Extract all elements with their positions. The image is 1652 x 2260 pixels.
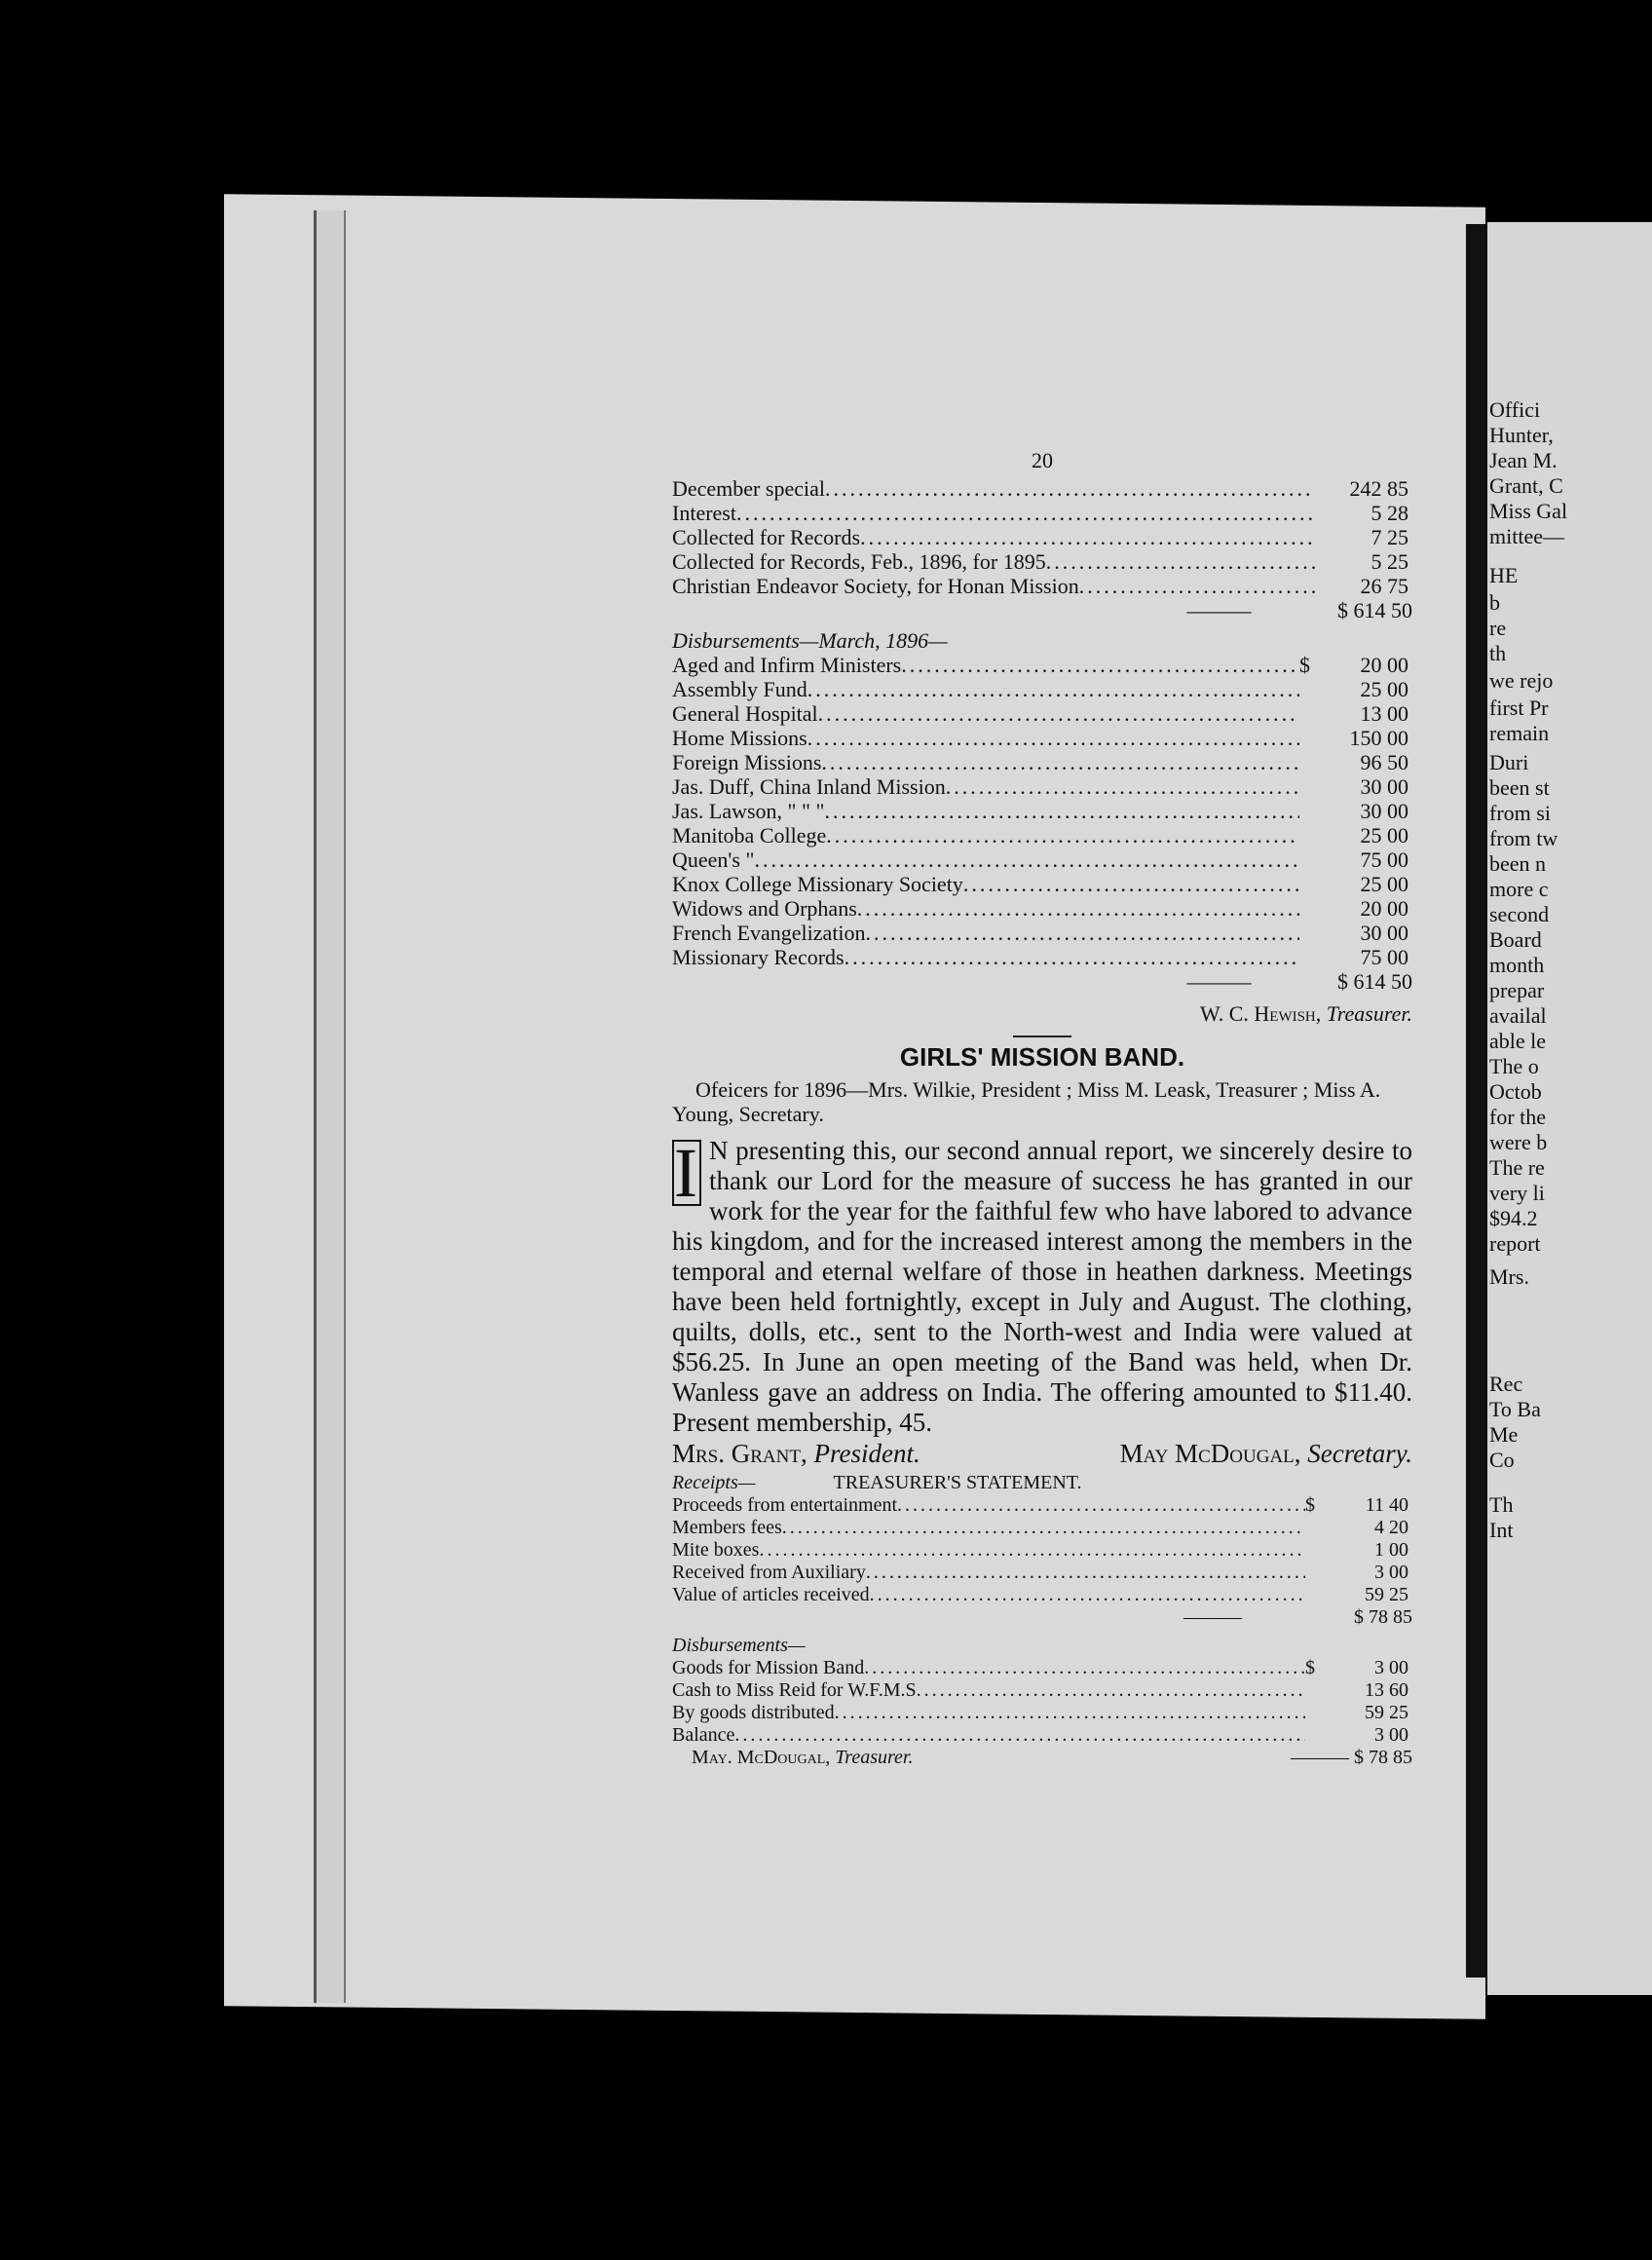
leader-dots — [963, 872, 1299, 896]
ledger-row — [672, 574, 1412, 598]
facing-page-line: Rec — [1489, 1372, 1523, 1396]
band-treasurer-name: May. McDougal, — [692, 1747, 831, 1768]
report-text: N presenting this, our second annual report, we sincerely desire to thank our Lord for the measure of success he has granted in our work for the year for the faithful few who have labored to advance his kingdom, and for the increased interest among the members in the temporal and eternal welfare of those in heathen darkness. Meetings have been held fortnightly, except in July and August. The clothing, quilts, dolls, etc., sent to the North-west and India were valued at $56.25. In June an open meeting of the Band was held, when Dr. Wanless gave an address on India. The offering amounted to $11.40. Present membership, 45. — [672, 1136, 1412, 1437]
ledger-amount: 3 00 — [1374, 1562, 1408, 1583]
band-treasurer-signature — [672, 1747, 914, 1769]
ledger-label: Cash to Miss Reid for W.F.M.S — [672, 1679, 917, 1701]
facing-page-line: report — [1489, 1231, 1541, 1256]
leader-dots — [807, 677, 1299, 701]
ledger-row — [672, 1702, 1412, 1724]
ledger-row — [672, 896, 1412, 921]
ledger-row — [672, 677, 1412, 701]
president-name: Mrs. Grant, — [672, 1439, 807, 1468]
leader-dots — [835, 1702, 1305, 1724]
facing-page-line: Duri — [1489, 750, 1529, 774]
income-list — [672, 476, 1412, 598]
ledger-row — [672, 921, 1412, 945]
facing-page-line: To Ba — [1489, 1397, 1541, 1421]
ledger-label: Members fees — [672, 1517, 782, 1538]
page-edge-stack — [314, 210, 346, 2003]
ledger-amount: 242 85 — [1349, 476, 1408, 501]
ledger-label: December special — [672, 476, 825, 501]
income-total-row: ——— $ 614 50 — [1186, 598, 1412, 622]
facing-page-line: The re — [1489, 1155, 1545, 1180]
ledger-amount: 1 00 — [1374, 1539, 1408, 1561]
ledger-amount: 25 00 — [1360, 677, 1408, 701]
facing-page-line: from si — [1489, 801, 1551, 825]
leader-dots — [1079, 574, 1315, 598]
ledger-label: Collected for Records, Feb., 1896, for 1895 — [672, 549, 1046, 574]
facing-page-line: $94.2 — [1489, 1206, 1538, 1230]
facing-page-line: Grant, C — [1489, 473, 1563, 498]
facing-page-line: were b — [1489, 1130, 1548, 1154]
ledger-label: By goods distributed — [672, 1702, 835, 1723]
receipts-total-row: ——— $ 78 85 — [1183, 1606, 1412, 1628]
dollar-sign: $ — [1305, 1494, 1315, 1516]
disbursements-heading: Disbursements—March, 1896— — [672, 628, 948, 653]
officers-text: Ofeicers for 1896—Mrs. Wilkie, President ; Miss M. Leask, Treasurer ; Miss A. Young, Secretary. — [672, 1077, 1381, 1126]
ledger-label: Christian Endeavor Society, for Honan Mission — [672, 574, 1079, 598]
ledger-amount: 150 00 — [1349, 726, 1408, 750]
ledger-amount: 59 25 — [1365, 1584, 1408, 1605]
facing-page-line: The o — [1489, 1054, 1539, 1078]
receipts-total: $ 78 85 — [1354, 1606, 1412, 1628]
ledger-amount: 25 00 — [1360, 872, 1408, 896]
ledger-row — [672, 799, 1412, 823]
ledger-row — [672, 525, 1412, 549]
facing-page-line: more c — [1489, 877, 1549, 901]
ledger-amount: 3 00 — [1374, 1724, 1408, 1746]
leader-dots — [845, 945, 1299, 969]
ledger-row — [672, 501, 1412, 525]
facing-page-line: b — [1489, 590, 1500, 615]
ledger-amount: 75 00 — [1360, 945, 1408, 969]
ledger-row — [672, 701, 1412, 726]
ledger-amount: 75 00 — [1360, 848, 1408, 872]
facing-page-line: second — [1489, 902, 1550, 926]
ledger-label: French Evangelization — [672, 921, 866, 945]
ledger-amount: 3 00 — [1374, 1657, 1408, 1678]
disbursement-total-row: ——— $ 614 50 — [1186, 969, 1412, 994]
ledger-row — [672, 823, 1412, 848]
secretary-title: Secretary. — [1307, 1439, 1412, 1468]
leader-dots — [826, 823, 1299, 848]
leader-dots — [864, 1657, 1305, 1679]
ledger-amount: 13 00 — [1360, 701, 1408, 726]
ledger-row — [672, 726, 1412, 750]
dollar-sign: $ — [1305, 1657, 1315, 1678]
leader-dots — [870, 1584, 1305, 1606]
secretary-signature — [1119, 1439, 1412, 1468]
leader-dots — [1046, 549, 1315, 574]
ledger-row — [672, 1584, 1412, 1606]
facing-page-line: Int — [1489, 1518, 1514, 1542]
ledger-label: Collected for Records — [672, 525, 861, 549]
leader-dots — [782, 1517, 1305, 1539]
receipts-heading: Receipts— — [672, 1472, 756, 1493]
leader-dots — [946, 774, 1299, 799]
facing-page-line: Hunter, — [1489, 423, 1554, 447]
band-disbursement-list — [672, 1657, 1412, 1747]
report-paragraph — [672, 1136, 1412, 1438]
ledger-amount: 25 00 — [1360, 823, 1408, 848]
treasurer-title: Treasurer. — [1326, 1001, 1412, 1026]
ledger-row — [672, 872, 1412, 896]
leader-dots — [754, 848, 1299, 872]
ledger-label: Foreign Missions — [672, 750, 822, 774]
leader-dots — [821, 750, 1299, 774]
facing-page-line: Th — [1489, 1492, 1514, 1517]
ledger-row — [672, 1494, 1412, 1517]
page-number: 20 — [1032, 448, 1053, 472]
ledger-label: Interest — [672, 501, 736, 525]
facing-page-line: Mrs. — [1489, 1264, 1529, 1289]
ledger-row — [672, 653, 1412, 677]
leader-dots — [866, 921, 1299, 945]
facing-page-line: Co — [1489, 1448, 1515, 1472]
section-divider — [1013, 1036, 1071, 1037]
income-total: $ 614 50 — [1337, 598, 1412, 622]
ledger-row — [672, 1562, 1412, 1584]
ledger-label: Aged and Infirm Ministers — [672, 653, 902, 677]
ledger-amount: 30 00 — [1360, 799, 1408, 823]
band-disbursement-total-row: May. McDougal, Treasurer. ——— $ 78 85 — [672, 1747, 1412, 1769]
ledger-row — [672, 476, 1412, 501]
facing-page-line: th — [1489, 641, 1507, 665]
facing-page-line: Me — [1489, 1422, 1519, 1447]
ledger-amount: 96 50 — [1360, 750, 1408, 774]
leader-dots — [917, 1679, 1305, 1702]
facing-page-line: able le — [1489, 1029, 1547, 1053]
drop-cap: I — [672, 1140, 701, 1206]
band-disbursement-total: $ 78 85 — [1354, 1747, 1412, 1768]
ledger-amount: 30 00 — [1360, 921, 1408, 945]
leader-dots — [824, 799, 1299, 823]
treasurer-name: W. C. Hewish, — [1199, 1001, 1322, 1026]
facing-page-line: been st — [1489, 775, 1550, 800]
facing-page-line: Offici — [1489, 397, 1541, 422]
disbursement-list — [672, 653, 1412, 969]
ledger-amount: 7 25 — [1370, 525, 1408, 549]
disbursement-total: $ 614 50 — [1337, 969, 1412, 994]
leader-dots — [897, 1494, 1305, 1517]
statement-heading: TREASURER'S STATEMENT. — [833, 1472, 1082, 1493]
facing-page-line: we rejo — [1489, 668, 1554, 693]
leader-dots — [825, 476, 1315, 501]
ledger-label: Widows and Orphans — [672, 896, 857, 921]
facing-page-line: from tw — [1489, 826, 1558, 850]
facing-page-line: month — [1489, 953, 1545, 977]
ledger-amount: 20 00 — [1360, 653, 1408, 677]
facing-page-line: Board — [1489, 927, 1542, 952]
page-content — [672, 448, 1412, 1769]
facing-page-line: for the — [1489, 1105, 1547, 1129]
ledger-label: Jas. Lawson, " " " — [672, 799, 825, 823]
ledger-row — [672, 848, 1412, 872]
ledger-label: Queen's " — [672, 848, 755, 872]
ledger-label: Value of articles received — [672, 1584, 870, 1605]
ledger-row — [672, 1724, 1412, 1747]
ledger-label: Knox College Missionary Society — [672, 872, 963, 896]
ledger-row — [672, 1657, 1412, 1679]
ledger-row — [672, 945, 1412, 969]
ledger-label: Manitoba College — [672, 823, 827, 848]
ledger-amount: 30 00 — [1360, 774, 1408, 799]
facing-page-line: Octob — [1489, 1079, 1542, 1104]
ledger-amount: 4 20 — [1374, 1517, 1408, 1538]
facing-page-line: been n — [1489, 851, 1547, 876]
ledger-amount: 11 40 — [1365, 1494, 1408, 1516]
president-signature — [672, 1439, 920, 1468]
facing-page-line: availal — [1489, 1003, 1547, 1028]
ledger-label: General Hospital — [672, 701, 818, 726]
ledger-amount: 5 25 — [1370, 549, 1408, 574]
leader-dots — [866, 1562, 1305, 1584]
ledger-label: Mite boxes — [672, 1539, 760, 1561]
leader-dots — [807, 726, 1299, 750]
facing-page-line: prepar — [1489, 978, 1545, 1002]
president-title: President. — [813, 1439, 920, 1468]
leader-dots — [901, 653, 1299, 677]
ledger-label: Balance — [672, 1724, 735, 1746]
leader-dots — [759, 1539, 1305, 1562]
ledger-label: Missionary Records — [672, 945, 845, 969]
band-heading: GIRLS' MISSION BAND. — [899, 1042, 1185, 1072]
ledger-row — [672, 774, 1412, 799]
ledger-row — [672, 1517, 1412, 1539]
ledger-label: Home Missions — [672, 726, 807, 750]
ledger-label: Assembly Fund — [672, 677, 807, 701]
facing-page-line: first Pr — [1489, 696, 1549, 720]
ledger-amount: 59 25 — [1365, 1702, 1408, 1723]
facing-page-line: very li — [1489, 1181, 1545, 1205]
ledger-row — [672, 1539, 1412, 1562]
ledger-label: Received from Auxiliary — [672, 1562, 866, 1583]
leader-dots — [818, 701, 1299, 726]
band-treasurer-title: Treasurer. — [835, 1747, 914, 1768]
report-signatures — [672, 1439, 1412, 1468]
facing-page-line: remain — [1489, 721, 1550, 745]
ledger-label: Jas. Duff, China Inland Mission — [672, 774, 946, 799]
ledger-amount: 13 60 — [1365, 1679, 1408, 1701]
ledger-label: Goods for Mission Band — [672, 1657, 865, 1678]
facing-page — [1487, 222, 1652, 1995]
treasurer-signature — [672, 1001, 1412, 1026]
band-disbursements-heading: Disbursements— — [672, 1635, 806, 1656]
facing-page-line: Jean M. — [1489, 448, 1558, 472]
ledger-label: Proceeds from entertainment — [672, 1494, 898, 1516]
facing-page-line: HE — [1489, 563, 1519, 587]
receipt-list — [672, 1494, 1412, 1606]
treasurer-statement — [672, 1472, 1412, 1769]
book-spine — [1466, 224, 1487, 1978]
ledger-row — [672, 750, 1412, 774]
ledger-row — [672, 1679, 1412, 1702]
leader-dots — [736, 501, 1315, 525]
facing-page-line: Miss Gal — [1489, 499, 1568, 523]
dollar-sign: $ — [1299, 653, 1310, 677]
ledger-amount: 20 00 — [1360, 896, 1408, 921]
ledger-amount: 26 75 — [1360, 574, 1408, 598]
leader-dots — [734, 1724, 1305, 1747]
leader-dots — [860, 525, 1315, 549]
secretary-name: May McDougal, — [1119, 1439, 1301, 1468]
facing-page-line: re — [1489, 616, 1507, 640]
ledger-amount: 5 28 — [1370, 501, 1408, 525]
leader-dots — [857, 896, 1299, 921]
facing-page-line: mittee— — [1489, 524, 1564, 548]
ledger-row — [672, 549, 1412, 574]
